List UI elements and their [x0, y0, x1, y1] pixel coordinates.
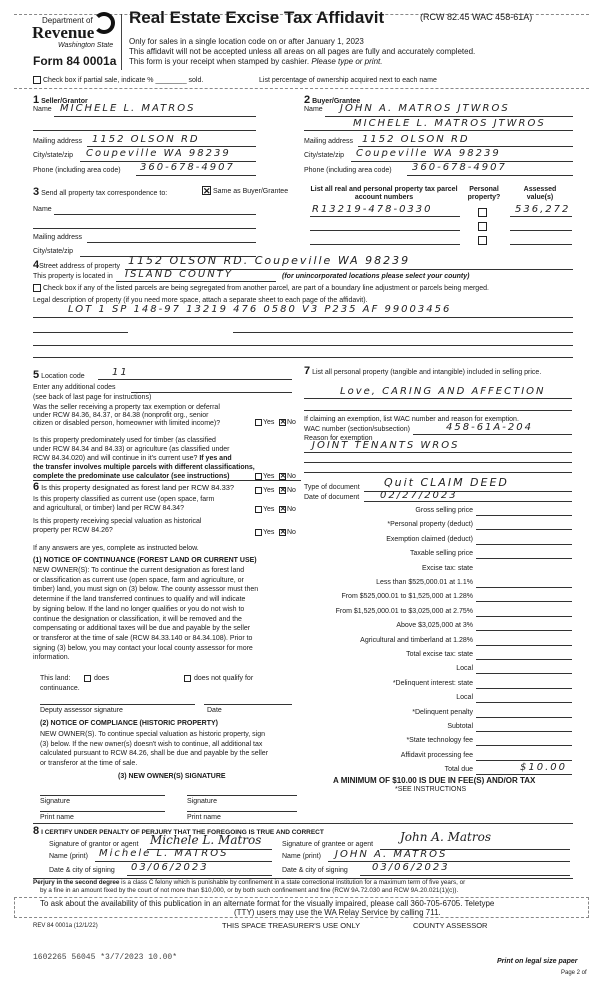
- label: If claiming an exemption, list WAC number and reason for exemption.: [304, 416, 519, 423]
- q-text: Is this property designated as forest land per RCW 84.33?: [41, 483, 235, 492]
- tax-line-field[interactable]: [476, 731, 572, 732]
- tax-line-label: Exemption claimed (deduct): [386, 535, 473, 543]
- notice-2-text: calculated pursuant to RCW 84.26, shall be due and payable by the seller: [40, 750, 269, 758]
- additional-codes-field[interactable]: [131, 392, 292, 393]
- tax-line-label: Excise tax: state: [422, 564, 473, 572]
- yes-label: Yes: [263, 529, 275, 536]
- notice-1-title: (1) NOTICE OF CONTINUANCE (FOREST LAND OR CURRENT USE): [33, 557, 257, 564]
- county-note: (for unincorporated locations please select your county): [282, 273, 470, 280]
- tax-line-field[interactable]: [476, 587, 572, 588]
- deputy-date-field[interactable]: [204, 704, 292, 705]
- owner-print-field-2[interactable]: [187, 811, 297, 812]
- section-number: 2: [304, 94, 311, 106]
- no-label: No: [287, 473, 296, 480]
- document-date-field[interactable]: 02/27/2023: [380, 490, 458, 501]
- tax-line-field[interactable]: [476, 645, 572, 646]
- yes-checkbox[interactable]: [255, 506, 262, 513]
- tax-line-label: Total excise tax: state: [406, 651, 473, 658]
- seller-name-field[interactable]: MICHELE L. MATROS: [60, 103, 196, 114]
- tax-line-field[interactable]: [476, 673, 572, 674]
- yes-checkbox[interactable]: [255, 487, 262, 494]
- tax-line-value[interactable]: $10.00: [520, 762, 567, 774]
- tax-line-field[interactable]: [476, 717, 572, 718]
- label: Date: [207, 707, 222, 714]
- notice-3-title: (3) NEW OWNER(S) SIGNATURE: [118, 773, 226, 780]
- tax-line-field[interactable]: [476, 760, 572, 761]
- label: List all personal property (tangible and intangible) included in selling price.: [312, 369, 542, 376]
- q-text: and agricultural, or timber) land per RCW 84.34?: [33, 505, 184, 512]
- certify-title: I CERTIFY UNDER PENALTY OF PERJURY THAT THE FOREGOING IS TRUE AND CORRECT: [41, 829, 324, 836]
- q-text: Is this property receiving special valuation as historical: [33, 518, 202, 525]
- page-title: Real Estate Excise Tax Affidavit: [129, 8, 385, 27]
- label: If any answers are yes, complete as instructed below.: [33, 545, 199, 552]
- label: This property is located in: [33, 273, 113, 280]
- personal-property-checkbox[interactable]: [478, 208, 487, 217]
- subtitle-2: This affidavit will not be accepted unless all areas on all pages are fully and accurately completed.: [129, 47, 476, 56]
- parcel-line: [310, 244, 460, 245]
- notice-1-text: continue the designation or classification, it will be removed and the: [33, 615, 242, 623]
- section-number: 7: [304, 365, 311, 377]
- label: Phone (including area code): [33, 167, 121, 174]
- q-text: property per RCW 84.26?: [33, 527, 113, 534]
- q-text: Is this property predominately used for timber (as classified: [33, 437, 216, 444]
- corr-mailing-field[interactable]: [87, 242, 256, 243]
- notice-2-title: (2) NOTICE OF COMPLIANCE (HISTORIC PROPERTY): [40, 720, 218, 727]
- header-divider: [121, 14, 122, 70]
- q-text: the transfer involves multiple parcels with different classifications,: [33, 464, 255, 471]
- grantor-date-field[interactable]: 03/06/2023: [131, 862, 209, 873]
- does-not-checkbox[interactable]: [184, 675, 191, 682]
- notice-1-text: NEW OWNER(S): To continue the current designation as forest land: [33, 567, 245, 574]
- notice-1-text: timber) land, you must sign on (3) below. The county assessor must then: [33, 586, 259, 594]
- grantee-date-field[interactable]: 03/06/2023: [372, 862, 450, 873]
- washington-state: Washington State: [58, 42, 114, 49]
- segregated-checkbox[interactable]: [33, 284, 41, 292]
- section-number: 4: [33, 259, 40, 271]
- no-checkbox[interactable]: ✕: [280, 506, 286, 513]
- minimum-notice: A MINIMUM OF $10.00 IS DUE IN FEE(S) AND/OR TAX: [333, 776, 536, 785]
- yes-label: Yes: [263, 473, 275, 480]
- ownership-note: List percentage of ownership acquired next to each name: [259, 77, 437, 84]
- personal-property-field[interactable]: Love, CARING AND AFFECTION: [340, 386, 546, 397]
- buyer-city-field[interactable]: Coupeville WA 98239: [356, 148, 501, 159]
- logo-revenue: Revenue: [32, 23, 95, 42]
- q-text: If yes and: [199, 455, 232, 462]
- form-number: Form 84 0001a: [33, 54, 117, 68]
- label: Location code: [41, 373, 85, 380]
- tax-line-label: Total due: [444, 766, 473, 774]
- tax-line-field[interactable]: [476, 515, 572, 516]
- parcel-number-field[interactable]: R13219-478-0330: [312, 204, 433, 215]
- county-field[interactable]: ISLAND COUNTY: [125, 269, 233, 280]
- no-label: No: [287, 529, 296, 536]
- label: City/state/zip: [33, 248, 74, 255]
- dor-logo-icon: [93, 12, 115, 34]
- owner-signature-field[interactable]: [40, 795, 165, 796]
- label: does not qualify for: [194, 675, 254, 682]
- dept-of: Department of: [42, 16, 93, 25]
- label: Name (print): [282, 853, 321, 860]
- tax-line-field[interactable]: [476, 688, 572, 689]
- title-ref: (RCW 82.45 WAC 458-61A): [420, 12, 533, 22]
- label: Phone (including area code): [304, 167, 392, 174]
- subtitle-3-em: Please type or print.: [311, 57, 383, 66]
- tax-line-label: Local: [456, 665, 473, 673]
- label: Signature of grantee or agent: [282, 841, 374, 848]
- treasurer-space: THIS SPACE TREASURER'S USE ONLY: [222, 921, 361, 930]
- parcel-col-header: List all real and personal property tax parcel account numbers: [310, 186, 458, 202]
- tty-text: (TTY) users may use the WA Relay Service by calling 711.: [234, 908, 441, 917]
- personal-col-header: Personal property?: [467, 186, 501, 202]
- tax-line-field[interactable]: [476, 702, 572, 703]
- buyer-name-field-2[interactable]: MICHELE L. MATROS JTWROS: [353, 118, 546, 129]
- label: Name: [33, 106, 52, 113]
- yes-label: Yes: [263, 487, 275, 494]
- see-instructions: *SEE INSTRUCTIONS: [395, 786, 467, 793]
- seller-city-field[interactable]: Coupeville WA 98239: [86, 148, 231, 159]
- no-checkbox[interactable]: ✕: [280, 487, 286, 494]
- owner-print-field[interactable]: [40, 811, 165, 812]
- tax-line-label: *Delinquent penalty: [412, 708, 473, 716]
- label: does: [94, 675, 110, 682]
- notice-2-text: or transferor at the time of sale.: [40, 760, 138, 768]
- tax-line-field[interactable]: [476, 601, 572, 602]
- label: WAC number (section/subsection): [304, 426, 410, 433]
- label: Check box if any of the listed parcels are being segregated from another parcel, are part of a boundary line adjustment or parcels being merged.: [43, 285, 489, 292]
- notice-2-text: NEW OWNER(S). To continue special valuation as historic property, sign: [40, 731, 265, 738]
- no-label: No: [287, 419, 296, 426]
- personal-property-checkbox[interactable]: [478, 236, 487, 245]
- partial-sale-label: Check box if partial sale, indicate % ________ sold.: [43, 77, 204, 84]
- perjury-text: by a fine in an amount fixed by the court of not more than $10,000, or by both such confinement and fine (RCW 9A.72.030 and RCW 9A.20.021(1)(c)).: [40, 887, 459, 894]
- no-checkbox[interactable]: ✕: [280, 473, 286, 480]
- tax-line-label: From $1,525,000.01 to $3,025,000 at 2.75%: [335, 607, 473, 615]
- q-text: RCW 84.34.020) and will continue in it's current use?: [33, 455, 198, 462]
- subtitle-3: This form is your receipt when stamped by cashier.: [129, 57, 310, 66]
- q-text: under RCW 84.34 and 84.33) or agriculture (as classified under: [33, 446, 230, 453]
- label: City/state/zip: [304, 152, 345, 159]
- tax-line-field[interactable]: [476, 616, 572, 617]
- label: Legal description of property (if you need more space, attach a separate sheet to each page of the affidavit).: [33, 297, 368, 304]
- label: City/state/zip: [33, 152, 74, 159]
- county-assessor: COUNTY ASSESSOR: [413, 921, 488, 930]
- exemption-reason-field[interactable]: JOINT TENANTS WROS: [312, 440, 460, 451]
- notice-1-text: determine if the land transferred continues to qualify and will indicate: [33, 596, 246, 604]
- section-number: 3: [33, 186, 40, 198]
- tax-line-label: Affidavit processing fee: [400, 751, 473, 759]
- deputy-signature-field[interactable]: [40, 704, 195, 705]
- no-label: No: [287, 506, 296, 513]
- q-text: citizen or disabled person, homeowner with limited income)?: [33, 420, 221, 427]
- perjury-text: is a class C felony which is punishable by confinement in a state correctional institution for a maximum term of five years, or: [119, 879, 466, 886]
- owner-signature-field-2[interactable]: [187, 795, 297, 796]
- tax-line-label: Agricultural and timberland at 1.28%: [360, 636, 473, 644]
- personal-property-checkbox[interactable]: [478, 222, 487, 231]
- label: Date & city of signing: [282, 867, 348, 874]
- section-number: 1: [33, 94, 40, 106]
- yes-checkbox[interactable]: [255, 529, 262, 536]
- tty-text: To ask about the availability of this publication in an alternate format for the visually impaired, please call 360-705-6705. Teletype: [40, 899, 495, 908]
- revision: REV 84 0001a (12/1/22): [33, 923, 98, 929]
- corr-name-field[interactable]: [54, 214, 256, 215]
- tax-line-field[interactable]: [476, 630, 572, 631]
- label: Send all property tax correspondence to:: [41, 190, 168, 197]
- assessed-line: [510, 230, 572, 231]
- label: Mailing address: [33, 234, 83, 241]
- label: Date of document: [304, 494, 360, 501]
- legal-description-field[interactable]: LOT 1 SP 148-97 13219 476 0580 V3 P235 AF 99003456: [68, 304, 452, 315]
- grantee-signature-field[interactable]: John A. Matros: [400, 830, 491, 844]
- grantor-name-field[interactable]: Michele L. MATROS: [99, 848, 229, 859]
- buyer-phone-field[interactable]: 360-678-4907: [412, 162, 507, 173]
- page-number: Page 2 of: [561, 970, 587, 976]
- tax-line-label: Subtotal: [447, 723, 473, 730]
- q-text: Was the seller receiving a property tax exemption or deferral: [33, 404, 220, 411]
- label: Name: [33, 206, 52, 213]
- notice-1-text: or transferor at the time of sale (RCW 84.33.140 or 84.34.108). Prior to: [33, 634, 253, 642]
- q-text: Is this property classified as current use (open space, farm: [33, 496, 215, 503]
- parcel-line: [310, 230, 460, 231]
- tax-line-field[interactable]: [476, 529, 572, 530]
- wac-number-field[interactable]: 458-61A-204: [446, 422, 533, 433]
- assessed-line: [510, 244, 572, 245]
- label: Print name: [40, 814, 74, 821]
- tax-line-field[interactable]: [476, 558, 572, 559]
- tax-line-field[interactable]: [476, 659, 572, 660]
- yes-label: Yes: [263, 506, 275, 513]
- parcel-line: [310, 216, 460, 217]
- q-text: complete the predominate use calculator (see instructions): [33, 473, 230, 480]
- no-checkbox[interactable]: ✕: [280, 419, 286, 426]
- legal-size-note: Print on legal size paper: [497, 958, 578, 965]
- label: Type of document: [304, 484, 360, 491]
- street-address-field[interactable]: 1152 OLSON RD. Coupeville WA 98239: [128, 254, 411, 267]
- subtitle-1: Only for sales in a single location code on or after January 1, 2023: [129, 37, 364, 46]
- tax-line-label: Above $3,025,000 at 3%: [396, 622, 473, 630]
- label: Signature: [40, 798, 70, 805]
- notice-1-text: or classification as current use (open space, farm and agriculture, or: [33, 576, 244, 584]
- perjury-bold: Perjury in the second degree: [33, 879, 120, 886]
- tax-line-label: Local: [456, 694, 473, 702]
- seller-phone-field[interactable]: 360-678-4907: [140, 162, 235, 173]
- label: (see back of last page for instructions): [33, 394, 152, 401]
- tax-line-field[interactable]: [476, 544, 572, 545]
- assessed-value-field[interactable]: 536,272: [515, 204, 571, 215]
- seller-heading: Seller/Grantor: [41, 98, 88, 105]
- yes-checkbox[interactable]: [255, 473, 262, 480]
- buyer-heading: Buyer/Grantee: [312, 98, 361, 105]
- q-text: under RCW 84.36, 84.37, or 84.38 (nonprofit org., senior: [33, 412, 209, 419]
- tax-line-field[interactable]: [476, 745, 572, 746]
- tax-line-label: From $525,000.01 to $1,525,000 at 1.28%: [341, 593, 473, 601]
- no-label: No: [287, 487, 296, 494]
- divider: [14, 88, 589, 89]
- label: This land:: [40, 675, 71, 682]
- label: Name (print): [49, 853, 88, 860]
- tax-line-label: Taxable selling price: [409, 550, 473, 558]
- tax-line-label: *Delinquent interest: state: [392, 679, 473, 687]
- does-checkbox[interactable]: [84, 675, 91, 682]
- grantor-signature-field[interactable]: Michele L. Matros: [150, 833, 262, 847]
- label: Mailing address: [33, 138, 83, 145]
- label: Reason for exemption: [304, 435, 373, 442]
- section-number: 6: [33, 481, 40, 493]
- label: Print name: [187, 814, 221, 821]
- notice-2-text: (3) below. If the new owner(s) doesn't wish to continue, all additional tax: [40, 740, 263, 748]
- tax-line-label: Less than $525,000.01 at 1.1%: [376, 579, 473, 586]
- notice-1-text: compensating or additional taxes will be due and payable by the seller: [33, 625, 251, 633]
- no-checkbox[interactable]: ✕: [280, 529, 286, 536]
- grantee-name-field[interactable]: JOHN A. MATROS: [335, 849, 448, 860]
- location-code-field[interactable]: 11: [112, 367, 129, 378]
- document-type-field[interactable]: Quit CLAIM DEED: [384, 476, 509, 489]
- buyer-mailing-field[interactable]: 1152 OLSON RD: [362, 134, 470, 145]
- assessed-line: [510, 216, 572, 217]
- same-as-buyer-checkbox[interactable]: ✕: [203, 186, 211, 196]
- cashier-stamp: 1602265 56045 *3/7/2023 10.00*: [33, 953, 178, 962]
- notice-1-text: signing (3) below, you may contact your local county assessor for more: [33, 644, 253, 652]
- section-number: 5: [33, 369, 40, 381]
- tax-line-label: *Personal property (deduct): [387, 521, 473, 529]
- label: Mailing address: [304, 138, 354, 145]
- label: Signature: [187, 798, 217, 805]
- notice-1-text: by signing below. If the land no longer qualifies or you do not wish to: [33, 605, 245, 613]
- label: Signature of grantor or agent: [49, 841, 139, 848]
- label: Date & city of signing: [49, 867, 115, 874]
- seller-mailing-field[interactable]: 1152 OLSON RD: [92, 134, 200, 145]
- tax-line-label: *State technology fee: [406, 737, 473, 745]
- yes-label: Yes: [263, 419, 275, 426]
- label: continuance.: [40, 685, 80, 692]
- partial-sale-checkbox[interactable]: [33, 76, 41, 84]
- yes-checkbox[interactable]: [255, 419, 262, 426]
- label: Deputy assessor signature: [40, 707, 123, 714]
- section-number: 8: [33, 825, 40, 837]
- label: Same as Buyer/Grantee: [213, 188, 289, 195]
- buyer-name-field[interactable]: JOHN A. MATROS JTWROS: [340, 103, 510, 114]
- label: Street address of property: [39, 263, 121, 270]
- label: Enter any additional codes: [33, 384, 116, 391]
- label: Name: [304, 106, 323, 113]
- tax-line-label: Gross selling price: [415, 507, 473, 514]
- assessed-col-header: Assessed value(s): [523, 186, 557, 202]
- notice-1-text: information.: [33, 654, 70, 662]
